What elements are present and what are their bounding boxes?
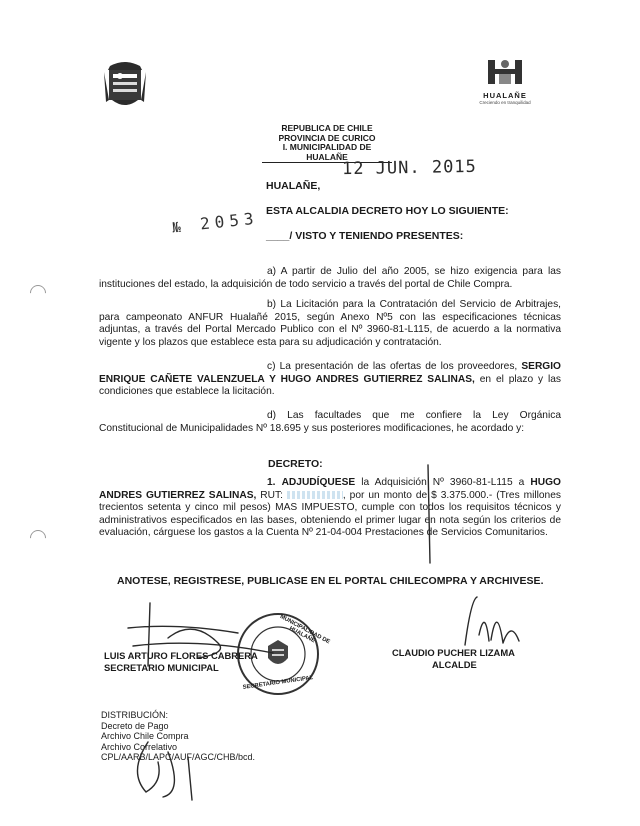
decree-number: 2053 bbox=[199, 208, 260, 234]
decreto-amount: $ 3.375.000.- bbox=[431, 489, 493, 501]
considerando-c-names: SERGIO ENRIQUE CAÑETE VALENZUELA Y HUGO ANDRES GUTIERREZ SALINAS, bbox=[99, 361, 561, 385]
header-line-provincia: PROVINCIA DE CURICO bbox=[278, 132, 376, 143]
distribution-item: Decreto de Pago bbox=[101, 720, 169, 731]
decreto-heading: DECRETO: bbox=[268, 458, 323, 470]
date-stamp: 12 JUN. 2015 bbox=[341, 156, 477, 180]
rut-redacted bbox=[287, 491, 343, 499]
rut-label: RUT: bbox=[260, 489, 283, 501]
decreto-verb: ADJUDÍQUESE bbox=[281, 477, 356, 488]
closing-line: ANOTESE, REGISTRESE, PUBLICASE EN EL PORTAL CHILECOMPRA Y ARCHIVESE. bbox=[117, 575, 544, 587]
header-line-republica: REPUBLICA DE CHILE bbox=[281, 123, 373, 133]
decreto-text-2: , por un monto de bbox=[342, 489, 428, 501]
binder-hole-mark bbox=[27, 282, 50, 305]
decreto-text-1: la Adquisición Nº 3960-81-L115 a bbox=[361, 477, 525, 488]
institution-header bbox=[262, 124, 392, 163]
coat-of-arms-logo bbox=[100, 58, 150, 110]
hualane-emblem-icon bbox=[485, 56, 525, 86]
logo-subtext: Creciendo en tranquilidad bbox=[479, 100, 531, 105]
adjudicatario-name: HUGO ANDRES GUTIERREZ SALINAS, bbox=[99, 477, 561, 501]
right-signatory-title: ALCALDE bbox=[432, 658, 477, 670]
distribution-item: Archivo Correlativo bbox=[101, 741, 178, 752]
decreto-text-3: (Tres millones trecientos setenta y cinco mil pesos) MAS IMPUESTO, cumple con todos los requisitos técnicos y administrativos especificados en las bases, obteniendo el primer lugar en nota según los criterios de evaluación, cárguese los gastos a la Cuenta Nº 21-04-004 Prestaciones de Servicios Comunitarios. bbox=[99, 489, 561, 539]
decreto-item-number: 1. bbox=[267, 477, 276, 488]
seal-bottom-text: SECRETARIO MUNICIPAL bbox=[242, 675, 314, 691]
considerando-c bbox=[99, 361, 561, 399]
considerando-b: b) La Licitación para la Contratación del Servicio de Arbitrajes, para campeonato ANFUR Hualañé 2015, según Anexo Nº5 con las especificaciones técnicas adjuntas, a través del Portal Mercado Publico con el Nº 3960-81-L115, de acuerdo a la normativa vigente y los plazos que establece esta para su adjudicación y contratación. bbox=[99, 299, 561, 348]
distribution-title: DISTRIBUCIÓN: bbox=[101, 710, 169, 720]
distribution-item: Archivo Chile Compra bbox=[101, 731, 189, 742]
decree-number-prefix-icon: № bbox=[171, 219, 187, 237]
right-signature-scribble bbox=[408, 455, 518, 565]
seal-top-text: MUNICIPALIDAD DE HUALAÑE bbox=[278, 613, 331, 646]
binder-hole-mark bbox=[27, 527, 50, 550]
right-signatory-name: CLAUDIO PUCHER LIZAMA bbox=[392, 647, 515, 658]
logo-text: HUALAÑE bbox=[483, 91, 527, 100]
left-signature-block bbox=[104, 650, 258, 673]
visto-label: / VISTO Y TENIENDO PRESENTES: bbox=[289, 230, 464, 242]
hualane-brand-logo bbox=[478, 56, 532, 108]
distribution-item: CPL/AARB/LAPC/AUF/AGC/CHB/bcd. bbox=[101, 752, 256, 763]
considerando-c-prefix: c) La presentación de las ofertas de los proveedores, bbox=[267, 361, 518, 372]
considerando-d: d) Las facultades que me confiere la Ley Orgánica Constitucional de Municipalidades Nº 18.695 y sus posteriores modificaciones, he acordado y: bbox=[99, 410, 561, 434]
initials-scribble bbox=[118, 712, 208, 802]
left-signatory-title: SECRETARIO MUNICIPAL bbox=[104, 661, 219, 673]
right-signature-block bbox=[392, 647, 515, 670]
visto-blank: ____ bbox=[266, 230, 290, 242]
decree-intro: ESTA ALCALDIA DECRETO HOY LO SIGUIENTE: bbox=[266, 205, 509, 217]
decree-number-stamp bbox=[171, 209, 259, 237]
considerando-c-suffix: en el plazo y las condiciones que establece la licitación. bbox=[99, 373, 561, 398]
place-line: HUALAÑE, bbox=[266, 180, 321, 192]
visto-line bbox=[266, 230, 463, 243]
right-signature-main bbox=[455, 595, 525, 655]
header-line-municipalidad: I. MUNICIPALIDAD DE HUALAÑE bbox=[262, 143, 392, 163]
left-signatory-name: LUIS ARTURO FLORES CABRERA bbox=[104, 650, 258, 661]
considerando-a: a) A partir de Julio del año 2005, se hizo exigencia para las instituciones del estado, la adquisición de todo servicio a través del portal de Chile Compra. bbox=[99, 266, 561, 290]
